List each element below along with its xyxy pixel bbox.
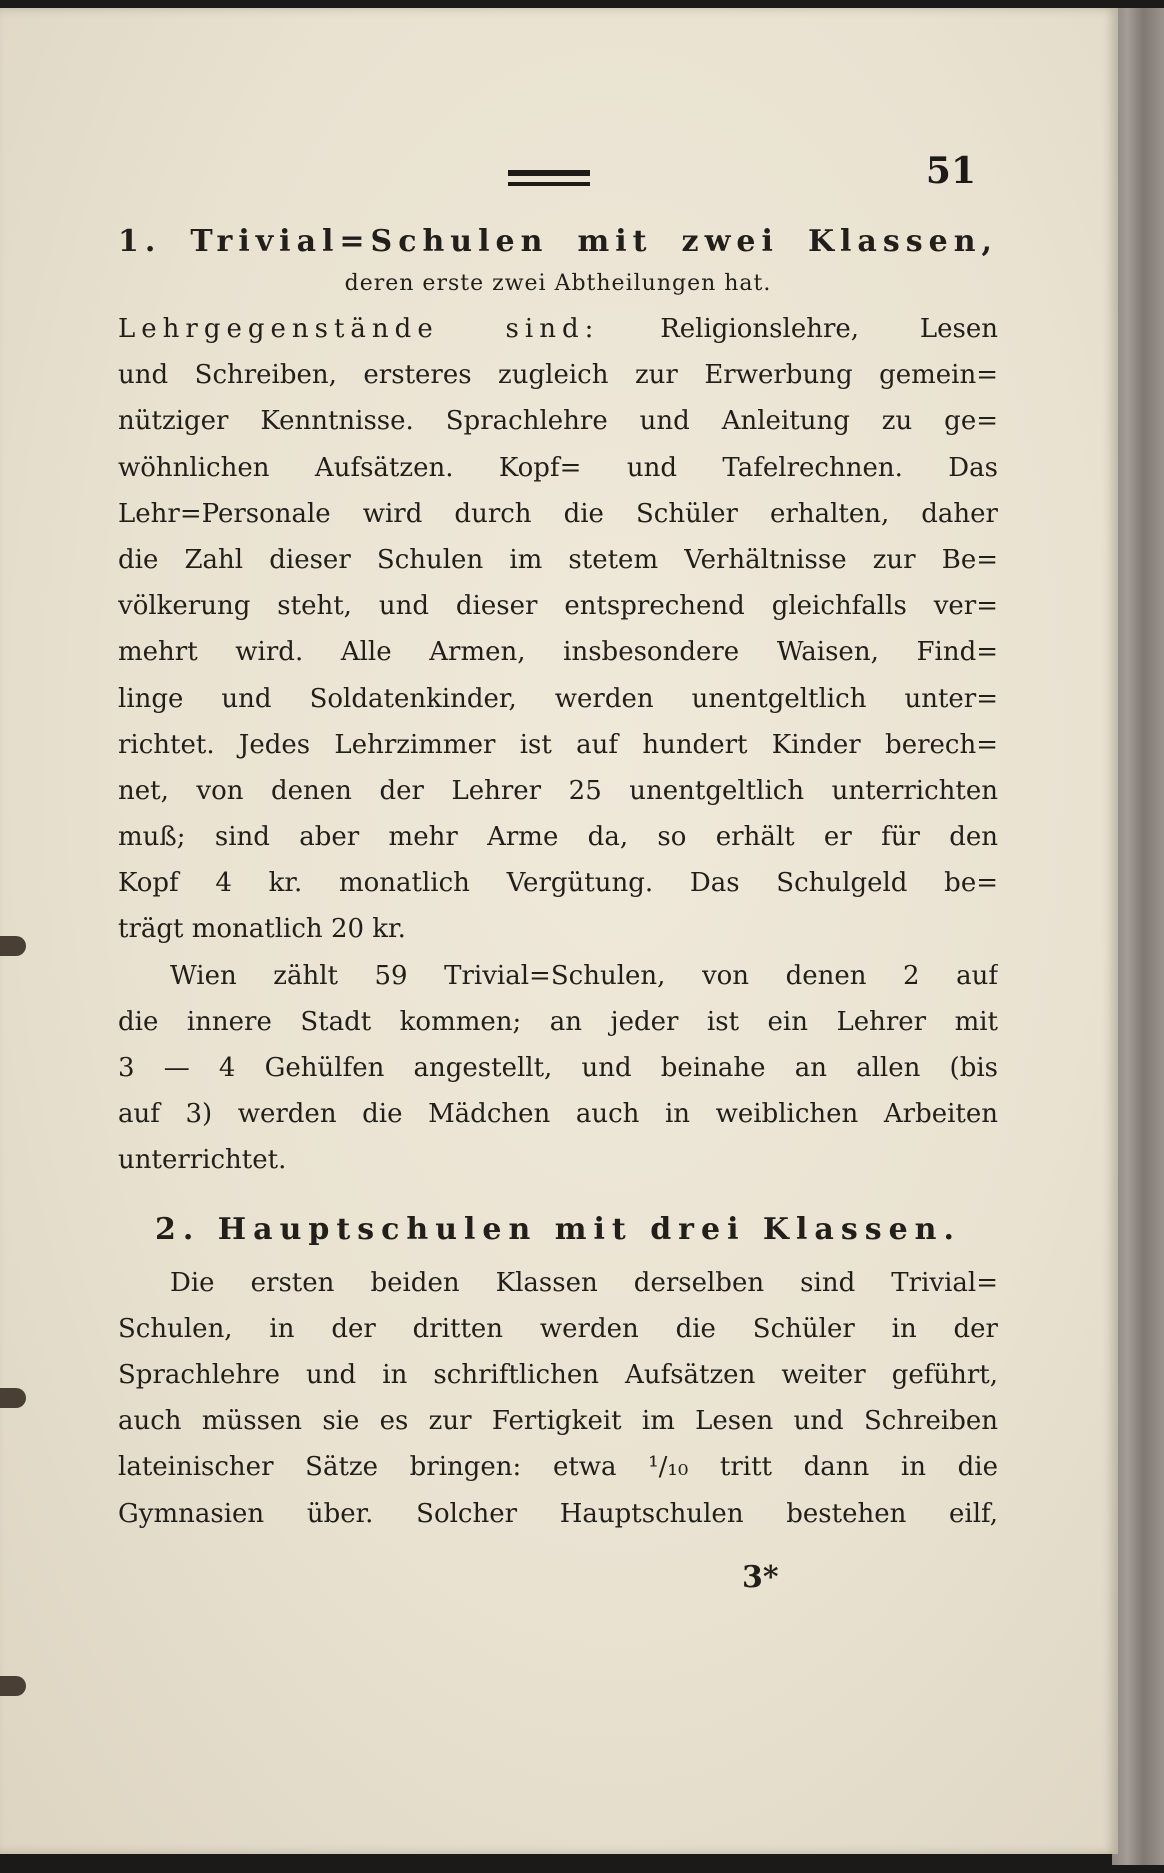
text-line: Kopf 4 kr. monatlich Vergütung. Das Schulgeld be= (118, 868, 998, 899)
text-line: linge und Soldatenkinder, werden unentgeltlich unter= (118, 683, 998, 714)
text-line: Die ersten beiden Klassen derselben sind Trivial= (170, 1267, 998, 1298)
text-line (118, 306, 998, 352)
text-line: auf 3) werden die Mädchen auch in weiblichen Arbeiten (118, 1099, 998, 1130)
section-1-heading: 1. Trivial=Schulen mit zwei Klassen, (118, 224, 998, 259)
text-line: Lehr=Personale wird durch die Schüler erhalten, daher (118, 498, 998, 529)
text-line: unterrichtet. (118, 1145, 287, 1176)
text-line: die innere Stadt kommen; an jeder ist ein Lehrer mit (118, 1006, 998, 1037)
text-line: völkerung steht, und dieser entsprechend gleichfalls ver= (118, 591, 998, 622)
binding-hole (0, 1388, 26, 1408)
line-text: Religionslehre, Lesen (660, 314, 998, 344)
text-line: auch müssen sie es zur Fertigkeit im Lesen und Schreiben (118, 1406, 998, 1437)
page-number: 51 (925, 150, 976, 192)
page-edge-stack (1112, 8, 1164, 1865)
text-line: Wien zählt 59 Trivial=Schulen, von denen 2 auf (170, 960, 998, 991)
text-line: Sprachlehre und in schriftlichen Aufsätzen weiter geführt, (118, 1359, 998, 1390)
text-line: nütziger Kenntnisse. Sprachlehre und Anleitung zu ge= (118, 406, 998, 437)
text-line: Gymnasien über. Solcher Hauptschulen bestehen eilf, (118, 1498, 998, 1529)
text-line: lateinischer Sätze bringen: etwa ¹/₁₀ tritt dann in die (118, 1452, 998, 1483)
text-line: mehrt wird. Alle Armen, insbesondere Waisen, Find= (118, 637, 998, 668)
text-line: wöhnlichen Aufsätzen. Kopf= und Tafelrechnen. Das (118, 452, 998, 483)
section-1-subheading: deren erste zwei Abtheilungen hat. (344, 271, 772, 296)
text-line: net, von denen der Lehrer 25 unentgeltlich unterrichten (118, 775, 998, 806)
text-line: trägt monatlich 20 kr. (118, 914, 406, 945)
text-line: die Zahl dieser Schulen im stetem Verhältnisse zur Be= (118, 544, 998, 575)
signature-mark: 3* (742, 1560, 779, 1595)
page-body (118, 218, 998, 1537)
header-rule (508, 170, 590, 186)
text-line: Schulen, in der dritten werden die Schüler in der (118, 1313, 998, 1344)
binding-hole (0, 1676, 26, 1696)
lead-phrase: Lehrgegenstände sind: (118, 314, 600, 344)
text-line: richtet. Jedes Lehrzimmer ist auf hundert Kinder berech= (118, 729, 998, 760)
text-line: 3 — 4 Gehülfen angestellt, und beinahe an allen (bis (118, 1053, 998, 1083)
text-line: und Schreiben, ersteres zugleich zur Erwerbung gemein= (118, 360, 998, 391)
text-line: muß; sind aber mehr Arme da, so erhält er für den (118, 822, 998, 853)
section-2-heading: 2. Hauptschulen mit drei Klassen. (155, 1211, 961, 1247)
binding-hole (0, 936, 26, 956)
